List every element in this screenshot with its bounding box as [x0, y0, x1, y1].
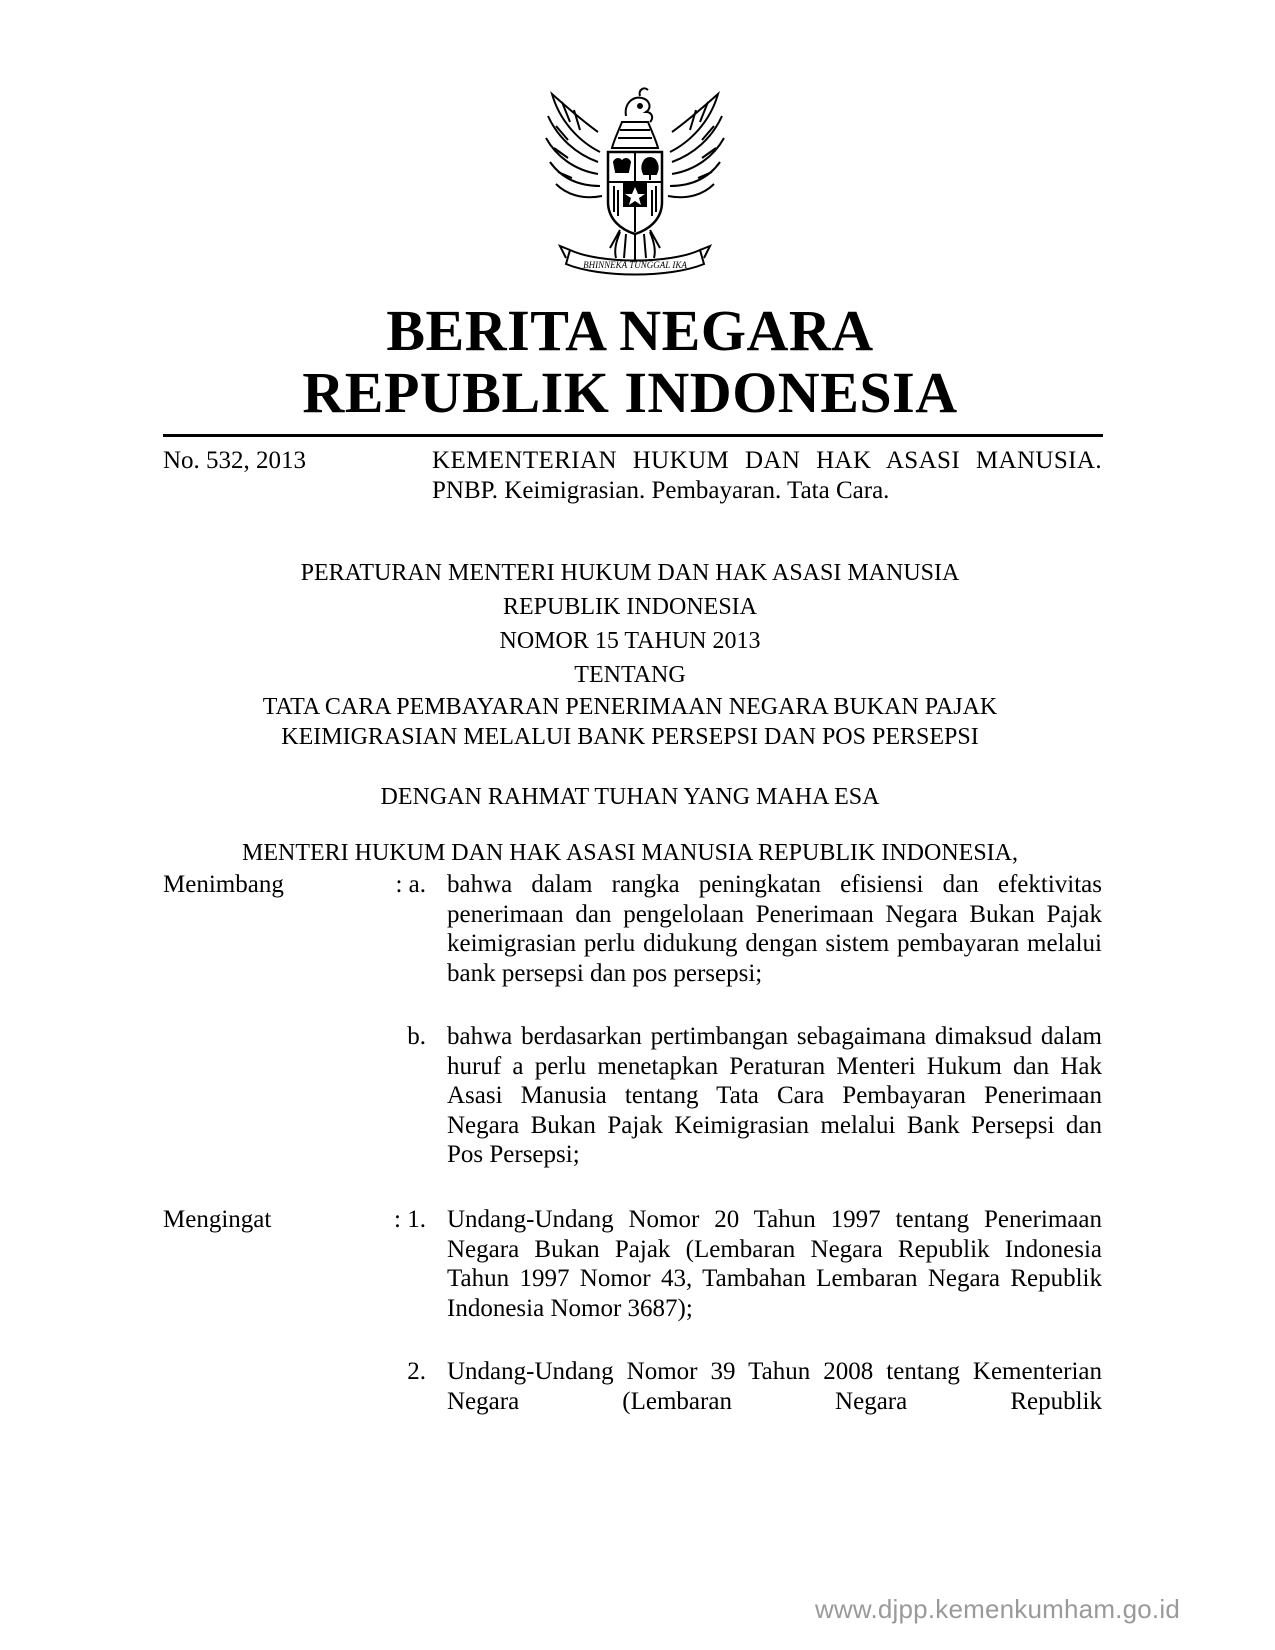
menimbang-item-b: bahwa berdasarkan pertimbangan sebagaimana dimaksud dalam huruf a perlu menetapkan Peraturan Menteri Hukum dan Hak Asasi Manusia tentang Tata Cara Pembayaran Penerimaan Negara Bukan Pajak Keimigrasian melalui Bank Persepsi dan Pos Persepsi; [447, 1023, 1102, 1168]
publication-subject [432, 446, 1102, 506]
regulation-line-5: TATA CARA PEMBAYARAN PENERIMAAN NEGARA BUKAN PAJAK [262, 694, 998, 720]
regulation-line-2: REPUBLIK INDONESIA [503, 594, 757, 620]
regulation-title [160, 556, 1100, 752]
regulation-line-4: TENTANG [574, 662, 686, 688]
mengingat-label: Mengingat [163, 1206, 272, 1233]
mengingat-item-1: Undang-Undang Nomor 20 Tahun 1997 tentang Penerimaan Negara Bukan Pajak (Lembaran Negara Republik Indonesia Tahun 1997 Nomor 43, Tambahan Lembaran Negara Republik Indonesia Nomor 3687); [447, 1206, 1102, 1322]
masthead-title: BERITA NEGARA [386, 298, 874, 363]
subject-line-1: KEMENTERIAN HUKUM DAN HAK ASASI MANUSIA. [432, 447, 1102, 474]
masthead [160, 300, 1100, 424]
motto-text: BHINNEKA TUNGGAL IKA [583, 260, 687, 270]
menimbang-marker-a: : a. [395, 871, 426, 898]
menimbang-marker-b: b. [407, 1023, 426, 1050]
menimbang-label: Menimbang [163, 871, 284, 898]
mengingat-item-2: Undang-Undang Nomor 39 Tahun 2008 tentang Kementerian Negara (Lembaran Negara Republik [447, 1358, 1102, 1415]
garuda-emblem-icon [540, 82, 730, 282]
mengingat-marker-2: 2. [407, 1358, 426, 1385]
menteri-line: MENTERI HUKUM DAN HAK ASASI MANUSIA REPUBLIK INDONESIA, [241, 840, 1018, 866]
subject-line-2: PNBP. Keimigrasian. Pembayaran. Tata Cara. [432, 477, 890, 504]
masthead-divider [163, 434, 1103, 437]
masthead-subtitle: REPUBLIK INDONESIA [302, 360, 958, 425]
footer-url-link[interactable]: www.djpp.kemenkumham.go.id [814, 1594, 1180, 1624]
rahmat-line: DENGAN RAHMAT TUHAN YANG MAHA ESA [380, 784, 880, 810]
publication-number: No. 532, 2013 [163, 447, 307, 474]
mengingat-marker-1: : 1. [394, 1206, 426, 1233]
regulation-line-6: KEIMIGRASIAN MELALUI BANK PERSEPSI DAN POS PERSEPSI [281, 724, 979, 750]
regulation-line-1: PERATURAN MENTERI HUKUM DAN HAK ASASI MANUSIA [300, 560, 960, 586]
regulation-line-3: NOMOR 15 TAHUN 2013 [499, 628, 761, 654]
menimbang-item-a: bahwa dalam rangka peningkatan efisiensi dan efektivitas penerimaan dan pengelolaan Penerimaan Negara Bukan Pajak keimigrasian perlu didukung dengan sistem pembayaran melalui bank persepsi dan pos persepsi; [447, 871, 1102, 987]
